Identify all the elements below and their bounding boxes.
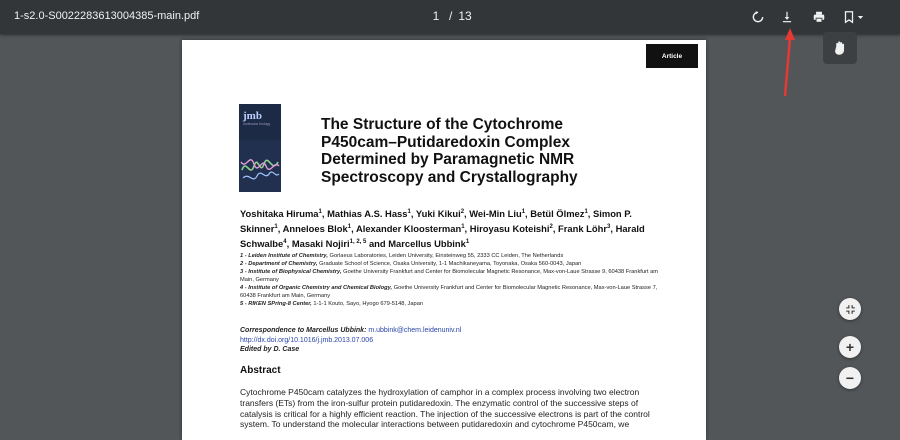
article-title-line: P450cam–Putidaredoxin Complex [321, 133, 570, 151]
author-name: Hiroyasu Koteishi [469, 223, 550, 235]
abstract-line: catalysis is critical for a highly efficient reaction. The injection of the successive electrons is part of the control [240, 408, 650, 419]
file-name: 1-s2.0-S0022283613004385-main.pdf [14, 10, 200, 22]
author-affiliation: 1 [584, 209, 588, 215]
author-affiliation: 1 [274, 223, 278, 230]
pdf-page [182, 40, 706, 440]
author-name: Masaki Nojiri [291, 237, 350, 249]
abstract-text [240, 387, 658, 430]
article-title-line: Spectroscopy and Crystallography [321, 168, 578, 186]
author-affiliation: 1 [347, 223, 352, 230]
author-affiliation: 1 [318, 209, 322, 215]
author-affiliation: 2 [549, 223, 553, 230]
journal-cover-brand: jmb [243, 110, 262, 122]
abstract-heading: Abstract [240, 365, 281, 376]
zoom-out-button[interactable] [839, 367, 861, 389]
hand-icon [831, 39, 849, 57]
author-name: Marcellus Ubbink [388, 237, 466, 249]
zoom-in-button[interactable] [839, 336, 861, 358]
zoom-out-icon: − [845, 370, 855, 386]
abstract-line: transfers (ETs) from the iron-sulfur protein putidaredoxin. The enzymatic control of the successive steps of [240, 397, 639, 408]
author-name: Frank Löhr [558, 223, 608, 235]
affiliation-item: 2 - Department of Chemistry, Graduate School of Science, Osaka University, 1-1 Machikaneyama, Toyonaka, Osaka 560-0043, Japan [240, 261, 582, 267]
author-affiliation: 1 [521, 209, 526, 215]
journal-cover-image [239, 104, 281, 192]
article-title [321, 116, 681, 186]
author-name: Mathias A.S. Hass [327, 208, 408, 220]
author-name: Wei-Min Liu [469, 208, 522, 220]
author-and: and [368, 237, 386, 249]
edited-by: Edited by D. Case [240, 346, 300, 353]
affiliation-list [240, 252, 660, 308]
fit-page-button[interactable] [839, 298, 861, 320]
affiliation-item: 5 - RIKEN SPring-8 Center, 1-1-1 Kouto, Sayo, Hyogo 679-5148, Japan [240, 301, 424, 307]
page-separator: / [449, 9, 453, 23]
article-type-label: Article [646, 44, 698, 68]
affiliation-item: 3 - Institute of Biophysical Chemistry, Goethe University Frankfurt and Center for Biomolecular Magnetic Resonance, Max-von-Laue Strasse 9, 60438 Frankfurt am Main, Germany [240, 269, 658, 283]
annotation-arrow-line [785, 38, 790, 96]
abstract-line: Cytochrome P450cam catalyzes the hydroxylation of camphor in a complex process involving two electron [240, 387, 640, 397]
doi-link[interactable]: http://dx.doi.org/10.1016/j.jmb.2013.07.006 [240, 336, 374, 344]
author-affiliation: 3 [607, 223, 611, 230]
author-list: Yoshitaka Hiruma$^1$, Mathias A.S. Hass$^1$, Yuki Kikui$^2$, Wei-Min Liu$^1$, Betül Ölmez$^1$, Simon P. Skinner$^1$, Anneloes Blok$^1$, Alexander Kloosterman$^1$, Hiroyasu Koteishi$^2$, Frank Löhr$^3$, Harald Schwalbe$^4$, Masaki Nojiri$^{1, 2, 5}$ and Marcellus Ubbink$^1$ [240, 208, 645, 249]
article-title-line: Determined by Paramagnetic NMR [321, 151, 575, 168]
fit-page-icon [844, 303, 857, 316]
author-affiliation: 4 [283, 238, 287, 245]
author-affiliation: 1, 2, 5 [349, 238, 367, 245]
current-page-input[interactable]: 1 [432, 9, 440, 23]
author-affiliation: 1 [407, 209, 411, 215]
correspondence-email-link[interactable]: m.ubbink@chem.leidenuniv.nl [368, 327, 462, 334]
extension-badge[interactable] [823, 32, 857, 64]
author-name: Alexander Kloosterman [355, 223, 462, 235]
cover-artwork [239, 140, 281, 192]
correspondence-label: Correspondence to Marcellus Ubbink: [240, 327, 367, 334]
author-name: Simon P. Skinner [240, 208, 632, 235]
affiliation-item: 4 - Institute of Organic Chemistry and Chemical Biology, Goethe University Frankfurt and Center for Biomolecular Magnetic Resonance, Max-von-Laue Strasse 7, 60438 Frankfurt am Main, Germany [240, 285, 658, 299]
author-name: Harald Schwalbe [240, 223, 645, 249]
article-title-line: The Structure of the Cytochrome [321, 116, 563, 133]
author-name: Yoshitaka Hiruma [240, 208, 319, 220]
author-affiliation: 2 [460, 209, 465, 215]
journal-cover-subtitle: molecular biology [243, 122, 271, 126]
author-name: Betül Ölmez [530, 208, 585, 220]
correspondence-block [240, 326, 660, 355]
total-pages: 13 [458, 9, 472, 23]
author-name: Yuki Kikui [415, 208, 461, 220]
affiliation-item: 1 - Leiden Institute of Chemistry, Gorlaeus Laboratories, Leiden University, Einsteinweg 55, 2333 CC Leiden, The Netherlands [240, 253, 564, 259]
abstract-line: system. To understand the molecular interactions between putidaredoxin and cytochrome P450cam, we [240, 419, 630, 430]
annotation-arrow-head [785, 28, 795, 40]
zoom-in-icon: + [845, 339, 855, 355]
author-affiliation: 1 [465, 238, 470, 245]
author-affiliation: 1 [461, 223, 465, 230]
author-name: Anneloes Blok [282, 223, 348, 235]
